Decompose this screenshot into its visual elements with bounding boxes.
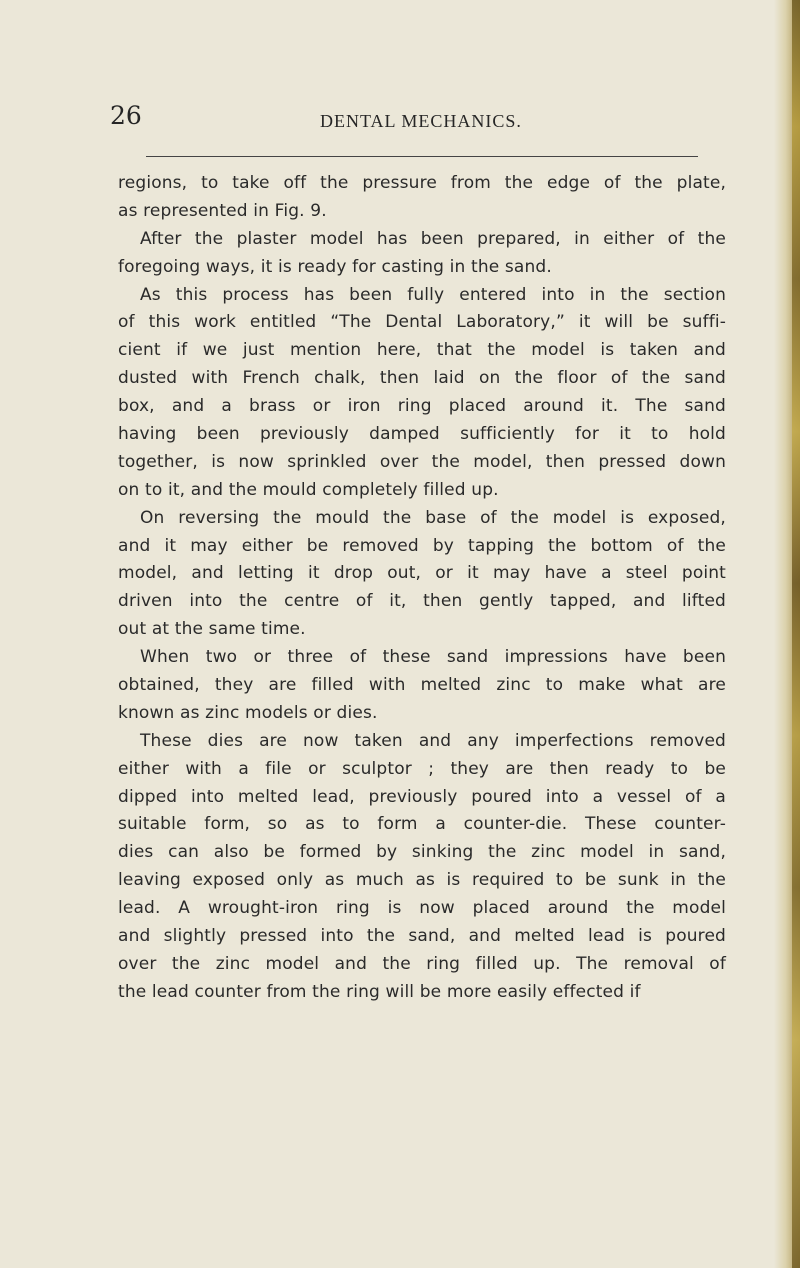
text-line: On reversing the mould the base of the model is exposed, — [140, 507, 726, 528]
text-line: dipped into melted lead, previously poured into a vessel of a — [118, 786, 726, 807]
text-line: dusted with French chalk, then laid on the floor of the sand — [118, 368, 726, 389]
text-line: leaving exposed only as much as is required to be sunk in the — [118, 870, 726, 891]
text-line: and slightly pressed into the sand, and melted lead is poured — [118, 926, 726, 947]
text-line: cient if we just mention here, that the model is taken and — [118, 340, 726, 361]
text-line: of this work entitled “The Dental Laboratory,” it will be suffi- — [118, 312, 726, 333]
text-line: driven into the centre of it, then gently tapped, and lifted — [118, 591, 726, 612]
text-line: the lead counter from the ring will be more easily effected if — [118, 981, 641, 1002]
text-line: known as zinc models or dies. — [118, 702, 378, 723]
text-line: over the zinc model and the ring filled up. The removal of — [118, 953, 726, 974]
text-line: and it may either be removed by tapping the bottom of the — [118, 535, 726, 556]
body-text — [118, 170, 726, 1007]
text-line: After the plaster model has been prepared, in either of the — [140, 228, 726, 249]
page-header — [0, 100, 800, 140]
text-line: on to it, and the mould completely filled up. — [118, 479, 499, 500]
text-line: dies can also be formed by sinking the zinc model in sand, — [118, 842, 726, 863]
running-head: DENTAL MECHANICS. — [320, 111, 522, 131]
text-line: foregoing ways, it is ready for casting in the sand. — [118, 256, 552, 277]
text-line: out at the same time. — [118, 619, 306, 640]
page-number: 26 — [110, 101, 142, 130]
header-rule — [146, 156, 698, 157]
text-line: model, and letting it drop out, or it may have a steel point — [118, 563, 726, 584]
text-line: as represented in Fig. 9. — [118, 200, 327, 221]
text-line: regions, to take off the pressure from the edge of the plate, — [118, 173, 726, 193]
text-line: When two or three of these sand impressions have been — [140, 647, 726, 668]
page-edge-binding — [792, 0, 800, 1268]
text-line: These dies are now taken and any imperfections removed — [140, 730, 726, 751]
text-line: obtained, they are filled with melted zinc to make what are — [118, 675, 726, 696]
text-line: having been previously damped sufficiently for it to hold — [118, 424, 726, 445]
text-line: suitable form, so as to form a counter-die. These counter- — [118, 814, 726, 835]
text-line: either with a file or sculptor ; they are then ready to be — [118, 758, 726, 779]
text-line: box, and a brass or iron ring placed around it. The sand — [118, 396, 726, 417]
text-line: As this process has been fully entered into in the section — [140, 284, 726, 305]
text-line: together, is now sprinkled over the model, then pressed down — [118, 451, 726, 472]
text-line: lead. A wrought-iron ring is now placed around the model — [118, 898, 726, 919]
